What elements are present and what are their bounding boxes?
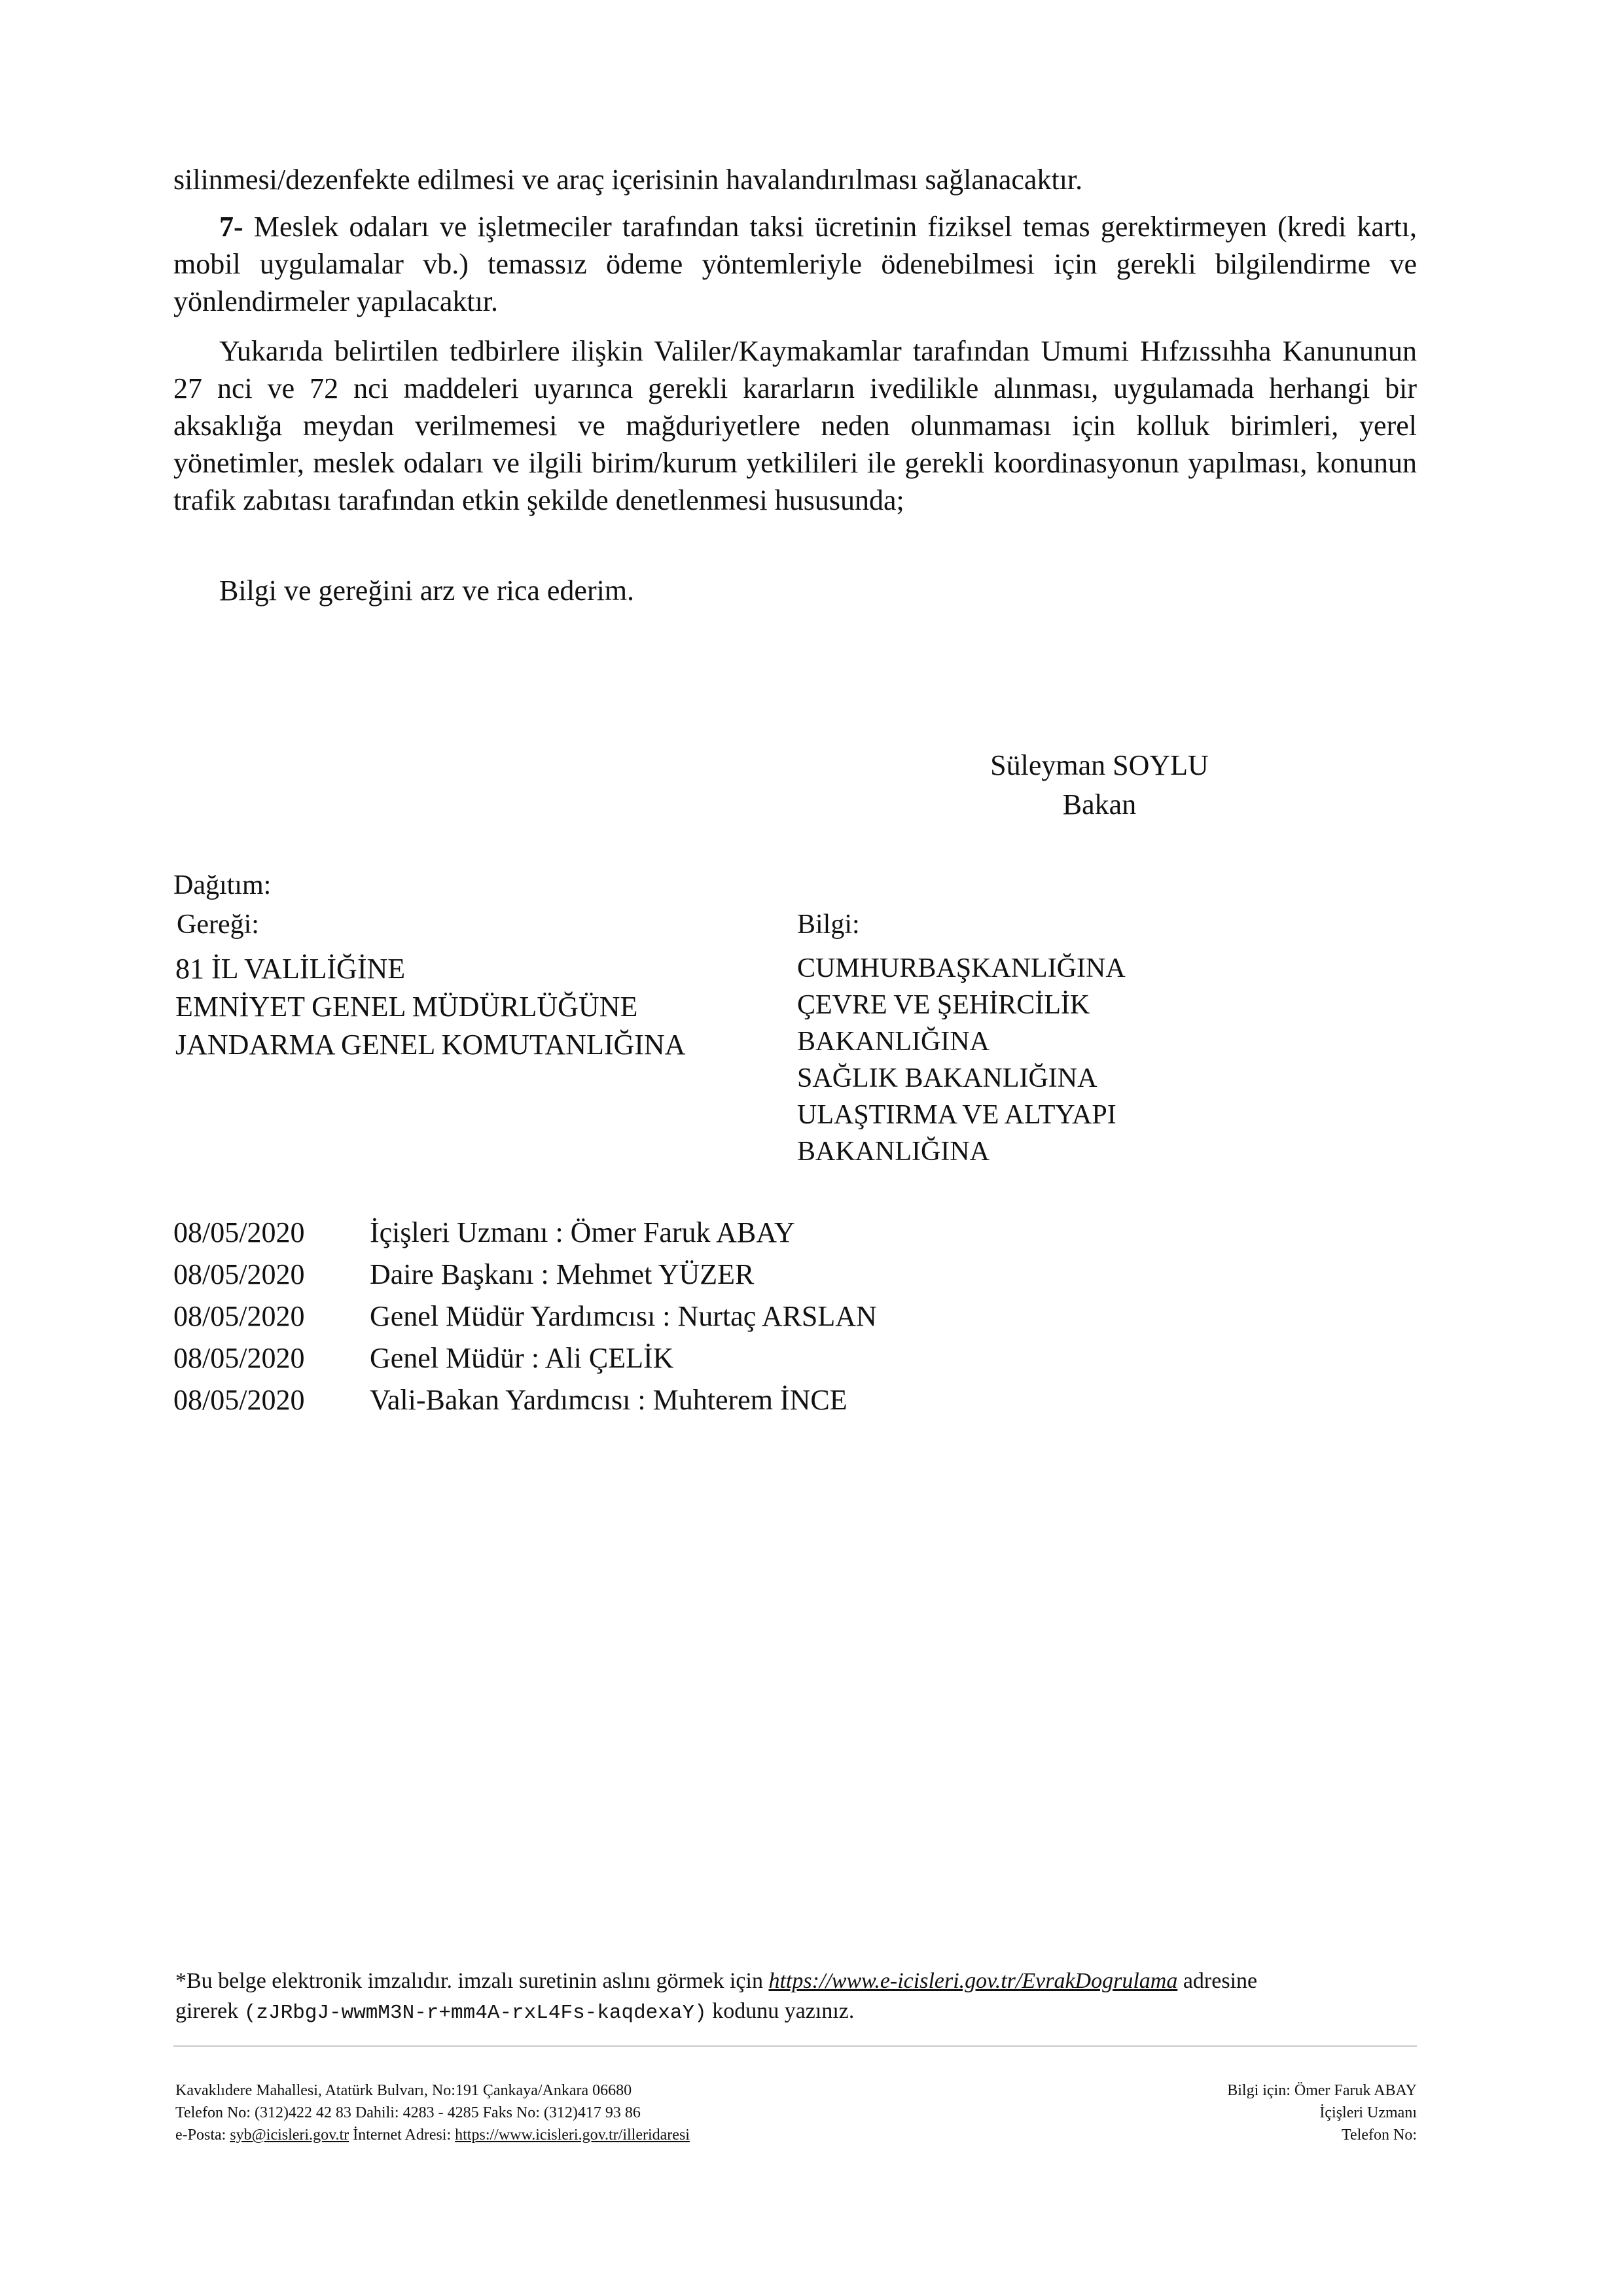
approval-date: 08/05/2020 (173, 1342, 305, 1374)
geregi-list (175, 950, 685, 1064)
footer-email-link[interactable]: syb@icisleri.gov.tr (230, 2127, 349, 2144)
geregi-item: 81 İL VALİLİĞİNE (175, 953, 406, 985)
verification-code: (zJRbgJ-wwmM3N-r+mm4A-rxL4Fs-kaqdexaY) (243, 2002, 707, 2024)
approval-role: Vali-Bakan Yardımcısı : Muhterem İNCE (370, 1384, 847, 1416)
footer-info-contact: Bilgi için: Ömer Faruk ABAY (1227, 2082, 1417, 2099)
bilgi-list (797, 950, 1126, 1170)
bilgi-label: Bilgi: (797, 910, 860, 940)
approval-row (173, 1379, 877, 1421)
bilgi-item: BAKANLIĞINA (797, 1137, 990, 1167)
approval-role: Genel Müdür : Ali ÇELİK (370, 1342, 674, 1374)
signer-title: Bakan (1062, 788, 1137, 821)
footer-phone: Telefon No: (312)422 42 83 Dahili: 4283 - 4285 Faks No: (312)417 93 86 (175, 2104, 641, 2121)
request-text: Bilgi ve gereğini arz ve rica ederim. (219, 574, 635, 607)
bilgi-item: CUMHURBAŞKANLIĞINA (797, 953, 1126, 983)
item-7-paragraph (173, 208, 1417, 320)
footer-email-label: e-Posta: (175, 2127, 230, 2144)
geregi-item: JANDARMA GENEL KOMUTANLIĞINA (175, 1029, 686, 1061)
footer-address: Kavaklıdere Mahallesi, Atatürk Bulvarı, No:191 Çankaya/Ankara 06680 (175, 2082, 632, 2099)
approval-date: 08/05/2020 (173, 1258, 305, 1290)
notice-part-4: kodunu yazınız. (706, 1999, 855, 2023)
signer-name: Süleyman SOYLU (990, 749, 1209, 781)
approval-list (173, 1212, 877, 1421)
footer-divider (173, 2045, 1417, 2047)
approval-row (173, 1212, 877, 1254)
notice-line-1 (175, 1966, 1257, 1996)
footer-info-title: İçişleri Uzmanı (1319, 2104, 1417, 2121)
approval-role: Genel Müdür Yardımcısı : Nurtaç ARSLAN (370, 1300, 877, 1332)
bilgi-item: ULAŞTIRMA VE ALTYAPI (797, 1100, 1116, 1130)
notice-part-3: girerek (175, 1999, 244, 2023)
footer-right (1227, 2079, 1417, 2146)
bilgi-item: BAKANLIĞINA (797, 1027, 990, 1057)
approval-row (173, 1296, 877, 1337)
distribution-label: Dağıtım: (173, 870, 272, 900)
e-signature-notice (175, 1966, 1257, 2028)
footer-web-label: İnternet Adresi: (349, 2127, 455, 2144)
geregi-label: Gereği: (177, 910, 259, 940)
closing-paragraph-text: Yukarıda belirtilen tedbirlere ilişkin Valiler/Kaymakamlar tarafından Umumi Hıfzıssıhha Kanununun 27 nci ve 72 nci maddeleri uyarınca gerekli kararların ivedilikle alınması, uygulamada herhangi bir aksaklığa meydan verilmemesi ve mağduriyetlere neden olunmaması için kolluk birimleri, yerel yönetimler, meslek odaları ve ilgili birim/kurum yetkilileri ile gerekli koordinasyonun yapılması, konunun trafik zabıtası tarafından etkin şekilde denetlenmesi hususunda; (173, 335, 1417, 516)
notice-part-2: adresine (1177, 1969, 1258, 1993)
geregi-item: EMNİYET GENEL MÜDÜRLÜĞÜNE (175, 991, 638, 1023)
approval-date: 08/05/2020 (173, 1300, 305, 1332)
item-7-number: 7- (219, 211, 243, 243)
approval-role: İçişleri Uzmanı : Ömer Faruk ABAY (370, 1216, 795, 1248)
verification-link[interactable]: https://www.e-icisleri.gov.tr/EvrakDogrulama (768, 1969, 1178, 1993)
signature-block (929, 746, 1270, 824)
approval-date: 08/05/2020 (173, 1384, 305, 1416)
notice-part-1: *Bu belge elektronik imzalıdır. imzalı suretinin aslını görmek için (175, 1969, 769, 1993)
request-line (219, 572, 1201, 609)
footer-info-phone: Telefon No: (1342, 2127, 1417, 2144)
body-line-1-text: silinmesi/dezenfekte edilmesi ve araç içerisinin havalandırılması sağlanacaktır. (173, 164, 1083, 196)
footer-left (175, 2079, 690, 2146)
bilgi-item: SAĞLIK BAKANLIĞINA (797, 1063, 1097, 1093)
approval-row (173, 1337, 877, 1379)
closing-paragraph (173, 332, 1417, 519)
footer-web-link[interactable]: https://www.icisleri.gov.tr/illeridaresi (455, 2127, 690, 2144)
approval-row (173, 1254, 877, 1296)
approval-role: Daire Başkanı : Mehmet YÜZER (370, 1258, 755, 1290)
notice-line-2 (175, 1996, 1257, 2028)
bilgi-item: ÇEVRE VE ŞEHİRCİLİK (797, 990, 1090, 1020)
item-7-text: Meslek odaları ve işletmeciler tarafından taksi ücretinin fiziksel temas gerektirmeyen (kredi kartı, mobil uygulamalar vb.) temassız ödeme yöntemleriyle ödenebilmesi için gerekli bilgilendirme ve yönlendirmeler yapılacaktır. (173, 211, 1417, 317)
approval-date: 08/05/2020 (173, 1216, 305, 1248)
footer-contact-line (175, 2124, 690, 2146)
body-line-1 (173, 161, 1417, 198)
